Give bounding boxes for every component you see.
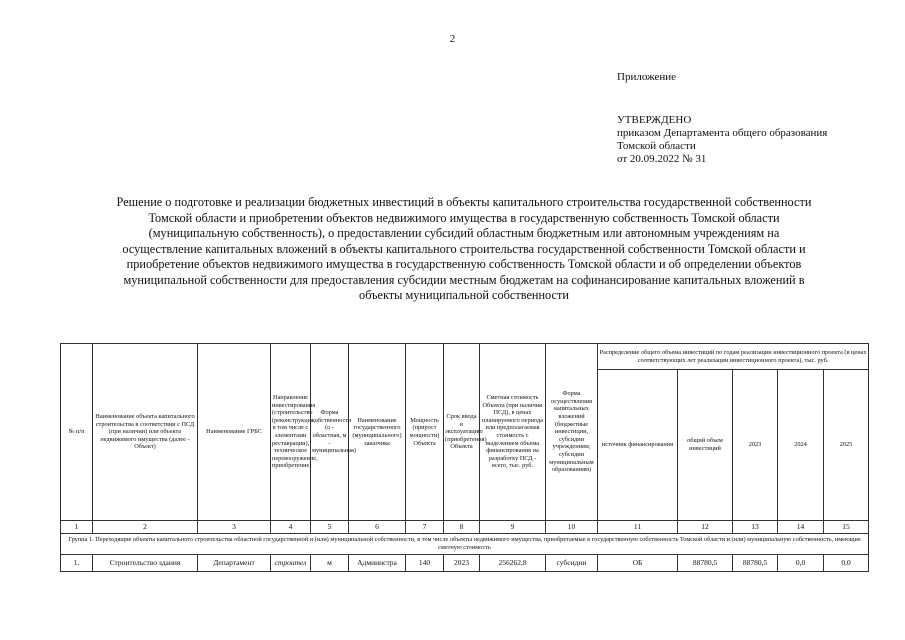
column-number: 12 [678, 521, 733, 534]
cell-customer: Администра [349, 555, 406, 572]
cell-investment-form: субсидии [546, 555, 598, 572]
cell-year-2023: 88780,5 [733, 555, 778, 572]
cell-grbs: Департамент [198, 555, 271, 572]
header-year-2024: 2024 [778, 370, 824, 521]
cell-investment-direction: строител [271, 555, 311, 572]
cell-total-investment: 88780,5 [678, 555, 733, 572]
cell-estimated-cost: 256262,8 [480, 555, 546, 572]
column-number: 3 [198, 521, 271, 534]
column-number: 15 [824, 521, 869, 534]
column-number: 1 [61, 521, 93, 534]
header-commissioning-date: Срок ввода в эксплуатацию (приобретения) Объекта [444, 344, 480, 521]
title-line: объекты муниципальной собственности [359, 288, 569, 302]
header-number: № п/п [61, 344, 93, 521]
header-estimated-cost: Сметная стоимость Объекта (при наличии ПСД), в ценах планируемого периода или предполагаемая стоимость с выделением объема финансирования на разработку ПСД - всего, тыс. руб. [480, 344, 546, 521]
header-year-2023: 2023 [733, 370, 778, 521]
title-line: осуществление капитальных вложений в объекты капитального строительства государственной собственности Томской области и [122, 241, 806, 256]
header-customer: Наименование государственного (муниципального) заказчика [349, 344, 406, 521]
header-object-name: Наименование объекта капитального строительства в соответствии с ПСД (при наличии) или объекта недвижимого имущества (далее - Объект) [93, 344, 198, 521]
approved-line-1: приказом Департамента общего образования [617, 127, 828, 139]
column-number: 4 [271, 521, 311, 534]
table-row [61, 555, 869, 572]
column-number: 8 [444, 521, 480, 534]
cell-funding-source: ОБ [598, 555, 678, 572]
column-number: 11 [598, 521, 678, 534]
title-line: приобретение объектов недвижимого имущества в государственную собственность Томской области и об определении объектов [126, 257, 802, 271]
column-number-row [61, 521, 869, 534]
approved-line-3: от 20.09.2022 № 31 [617, 153, 707, 165]
document-title [58, 195, 870, 304]
column-number: 5 [311, 521, 349, 534]
column-number: 6 [349, 521, 406, 534]
column-number: 7 [406, 521, 444, 534]
approved-line-2: Томской области [617, 140, 696, 152]
group-row [61, 534, 869, 555]
page-number: 2 [449, 33, 456, 45]
column-number: 14 [778, 521, 824, 534]
column-number: 2 [93, 521, 198, 534]
title-line: муниципальной собственности для предоставления субсидии местным бюджетам на софинансирование капитальных вложений в [123, 272, 805, 287]
cell-year-2024: 0,0 [778, 555, 824, 572]
cell-capacity: 140 [406, 555, 444, 572]
header-grbs: Наименование ГРБС [198, 344, 271, 521]
header-total-investment: общий объем инвестиций [678, 370, 733, 521]
column-number: 13 [733, 521, 778, 534]
column-number: 9 [480, 521, 546, 534]
investment-table [60, 343, 869, 572]
header-investment-direction: Направление инвестирования (строительство (реконструкция, в том числе с элементами реставрации), техническое перевооружение, приобретение) [271, 344, 311, 521]
cell-commissioning-date: 2023 [444, 555, 480, 572]
header-ownership-form: Форма собственности (о - областная, м - муниципальная) [311, 344, 349, 521]
header-funding-source: источник финансирования [598, 370, 678, 521]
column-number: 10 [546, 521, 598, 534]
header-investment-form: Форма осуществления капитальных вложений (бюджетные инвестиции, субсидии учреждениям, субсидии муниципальным образованиям) [546, 344, 598, 521]
header-capacity: Мощность (прирост мощности) Объекта [406, 344, 444, 521]
title-line: Решение о подготовке и реализации бюджетных инвестиций в объекты капитального строительства государственной собственности [116, 195, 812, 209]
header-year-2025: 2025 [824, 370, 869, 521]
cell-ownership-form: м [311, 555, 349, 572]
title-line: (муниципальную собственность), о предоставлении субсидий областным бюджетным или автономным учреждениям на [148, 226, 780, 240]
approval-stamp [617, 114, 827, 166]
group-heading: Группа 1. Переходящие объекты капитального строительства областной государственной и (или) муниципальной собственности, в том числе объекты недвижимого имущества, приобретаемые в государственную собственность Томской области и (или) муниципальную собственность, имеющие сметную стоимость [61, 534, 869, 555]
appendix-label: Приложение [617, 71, 677, 83]
header-distribution: Распределение общего объема инвестиций по годам реализации инвестиционного проекта (в ценах соответствующих лет реализации инвестиционного проекта), тыс. руб. [598, 344, 869, 370]
cell-year-2025: 0,0 [824, 555, 869, 572]
title-line: Томской области и приобретении объектов недвижимого имущества в государственную собственность Томской области [148, 210, 780, 225]
cell-object-name: Строительство здания [93, 555, 198, 572]
approved-heading: УТВЕРЖДЕНО [617, 114, 692, 126]
cell-number: 1. [61, 555, 93, 572]
